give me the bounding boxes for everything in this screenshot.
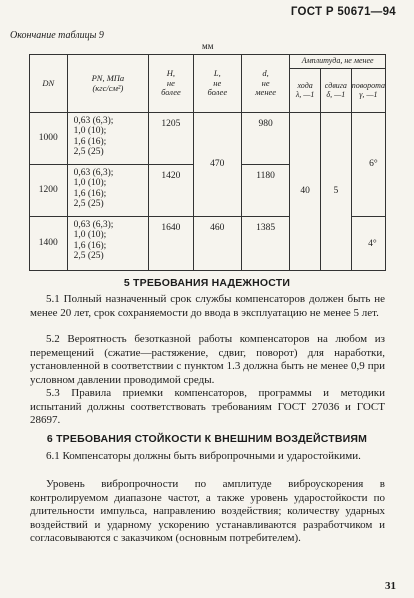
dimensions-table [29,54,386,271]
cell-dn: 1400 [30,217,68,271]
paragraph-6-1: 6.1 Компенсаторы должны быть вибропрочными и ударостойкими. [46,450,361,462]
cell-d: 980 [241,113,289,165]
header-rotation [351,69,385,113]
header-stroke [290,69,321,113]
cell-dn: 1000 [30,113,68,165]
cell-dn: 1200 [30,165,68,217]
header-h [149,55,193,113]
cell-d: 1180 [241,165,289,217]
cell-rotation-1: 6° [351,113,385,217]
pn-value: 0,63 (6,3); [73,116,114,126]
header-pn-line2: (кгс/см²) [92,82,124,93]
pn-value: 1,0 (10); [73,126,107,137]
cell-h: 1420 [149,165,193,217]
pn-value: 2,5 (25) [73,251,104,262]
paragraph-6-2: Уровень вибропрочности по амплитуде виброускорения в контролируемом диапазоне частот, а также уровень ударостойкости по длительности импульса, направлению воздействия; количеству ударных воздействий и ударному ускорению устанавливаются разработчиком и согласовываются с заказчиком (основным потребителем). [30,478,385,545]
table-continuation-label: Окончание таблицы 9 [10,30,104,41]
header-stroke-line2: λ, —1 [295,89,315,99]
header-rotation-line2: γ, —1 [359,89,378,99]
paragraph-5-1: 5.1 Полный назначенный срок службы компенсаторов должен быть не менее 20 лет, срок сохраняемости до ввода в эксплуатацию не менее 5 лет. [30,293,385,319]
page-number: 31 [385,580,396,592]
section-5-title: 5 ТРЕБОВАНИЯ НАДЕЖНОСТИ [123,277,291,289]
standard-number: ГОСТ Р 50671—94 [290,6,396,18]
cell-l-merged: 470 [193,113,241,217]
header-l [193,55,241,113]
header-stroke-line1: хода [297,80,313,90]
pn-value: 1,6 (16); [73,188,107,199]
header-rotation-line1: поворота [351,80,385,90]
pn-value: 1,0 (10); [73,230,107,241]
header-h-line2: не [166,77,175,88]
cell-rotation-2: 4° [351,217,385,271]
header-l-line3: более [207,87,228,98]
header-l-line1: L, [213,68,221,79]
pn-value: 2,5 (25) [73,199,104,210]
cell-h: 1640 [149,217,193,271]
header-d [241,55,289,113]
header-shift [320,69,351,113]
header-pn [67,55,149,113]
table-row [30,113,386,165]
header-pn-line1: PN, МПа [91,73,125,84]
cell-h: 1205 [149,113,193,165]
header-h-line3: более [161,87,181,98]
cell-l: 460 [193,217,241,271]
cell-stroke: 40 [290,113,321,271]
section-6-title: 6 ТРЕБОВАНИЯ СТОЙКОСТИ К ВНЕШНИМ ВОЗДЕЙСТВИЯМ [46,433,368,445]
pn-value: 1,0 (10); [73,178,107,189]
header-shift-line2: δ, —1 [326,89,346,99]
cell-pn [67,217,149,271]
paragraph-5-2: 5.2 Вероятность безотказной работы компенсаторов на любом из перемещений (сжатие—растяжение, сдвиг, поворот) для наработки, установленной в соответствии с пунктом 1.3 должна быть не менее 0,9 при условном давлении проводимой среды. [30,333,385,386]
header-amplitude: Амплитуда, не менее [290,55,386,69]
pn-value: 2,5 (25) [73,147,104,158]
pn-value: 0,63 (6,3); [73,220,114,230]
table-unit: мм [202,41,214,51]
header-l-line2: не [213,77,222,88]
pn-value: 1,6 (16); [73,240,107,251]
cell-pn [67,165,149,217]
header-dn: DN [30,55,68,113]
pn-value: 0,63 (6,3); [73,168,114,178]
header-d-line2: не [261,77,270,88]
pn-value: 1,6 (16); [73,136,107,147]
cell-shift: 5 [320,113,351,271]
cell-d: 1385 [241,217,289,271]
header-d-line3: менее [255,87,277,98]
paragraph-5-3: 5.3 Правила приемки компенсаторов, программы и методики испытаний должны соответствовать требованиям ГОСТ 27036 и ГОСТ 28697. [30,387,385,427]
header-shift-line1: сдвига [324,80,347,90]
cell-pn [67,113,149,165]
header-h-line1: H, [166,68,176,79]
header-d-line1: d, [262,68,269,79]
